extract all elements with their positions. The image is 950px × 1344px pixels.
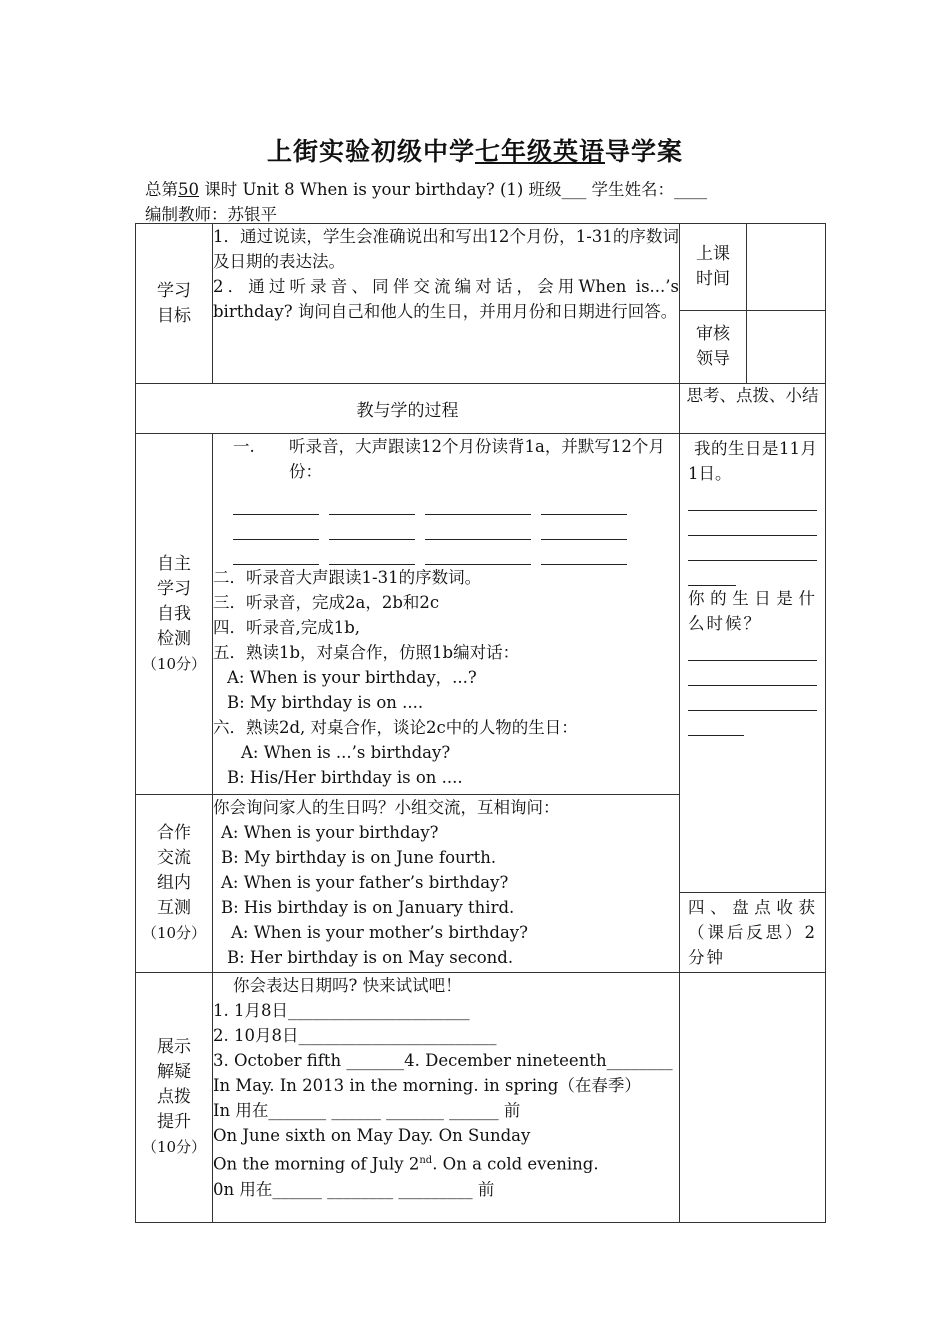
lesson-prefix: 总第 bbox=[145, 180, 178, 199]
item6-dialog-a: A: When is ...’s birthday? bbox=[241, 743, 451, 762]
review-label-2: 领导 bbox=[696, 349, 730, 369]
display-label bbox=[136, 973, 213, 1223]
goals-label-line1: 学习 bbox=[157, 280, 191, 301]
side-notes-cell bbox=[680, 434, 826, 973]
side-blank-6[interactable] bbox=[688, 661, 817, 686]
display-q1: 1. 1月8日______________________ bbox=[213, 1001, 470, 1020]
coop-line-1: A: When is your birthday? bbox=[221, 823, 439, 843]
self-study-item-1 bbox=[233, 434, 679, 484]
display-label-3: 点拨 bbox=[157, 1087, 191, 1107]
item5-dialog-b: B: My birthday is on .... bbox=[227, 693, 424, 712]
coop-label-1: 合作 bbox=[157, 823, 191, 843]
student-name-label: 学生姓名： bbox=[586, 180, 675, 199]
coop-line-3: A: When is your father’s birthday? bbox=[221, 873, 509, 893]
on-examples-2-post: . On a cold evening. bbox=[432, 1154, 599, 1174]
display-intro: 你会表达日期吗? 快来试试吧！ bbox=[233, 976, 462, 995]
goals-text bbox=[213, 224, 680, 384]
cooperation-label bbox=[136, 795, 213, 973]
on-examples-2-sup: nd bbox=[419, 1155, 433, 1166]
side-blank-3[interactable] bbox=[688, 536, 817, 561]
review-label-1: 审核 bbox=[696, 324, 730, 344]
self-study-content bbox=[213, 434, 680, 795]
display-score: （10分） bbox=[141, 1138, 207, 1156]
self-study-label-3: 自我 bbox=[157, 603, 191, 624]
self-study-label-2: 学习 bbox=[157, 578, 191, 599]
on-rule: 0n 用在______ ________ _________ 前 bbox=[213, 1179, 495, 1199]
cooperation-content bbox=[213, 795, 680, 973]
process-header-row bbox=[136, 384, 826, 434]
lesson-number: 50 bbox=[178, 180, 199, 199]
item1-number: 一. bbox=[233, 437, 255, 456]
side-notes-top bbox=[680, 434, 825, 892]
review-value[interactable] bbox=[747, 311, 826, 384]
title-doc-type: 导学案 bbox=[605, 137, 684, 166]
month-blanks-row-2[interactable] bbox=[233, 515, 679, 540]
title-school: 上街实验初级中学 bbox=[266, 137, 475, 166]
class-time-label-1: 上课 bbox=[696, 244, 730, 264]
side-blank-2[interactable] bbox=[688, 511, 817, 536]
coop-label-3: 组内 bbox=[157, 873, 191, 893]
self-study-label bbox=[136, 434, 213, 795]
self-study-label-1: 自主 bbox=[157, 553, 191, 574]
side-note-my-birthday: 我的生日是11月1日。 bbox=[688, 439, 817, 483]
title-grade-subject: 七年级英语 bbox=[474, 137, 605, 166]
side-blank-1[interactable] bbox=[688, 486, 817, 511]
coop-line-4: B: His birthday is on January third. bbox=[221, 898, 515, 918]
self-study-label-4: 检测 bbox=[157, 628, 191, 649]
coop-label-4: 互测 bbox=[157, 898, 191, 918]
on-examples-2 bbox=[213, 1148, 679, 1177]
side-blank-4[interactable] bbox=[688, 561, 736, 586]
month-blanks-row-3[interactable] bbox=[233, 540, 679, 565]
goals-content: 1．通过说读，学生会准确说出和写出12个月份，1-31的序数词及日期的表达法。 2．通过听录音、同伴交流编对话，会用When is...’s birthday? 询问自己和他人的生日，并用月份和日期进行回答。 bbox=[213, 227, 679, 321]
lesson-info-line bbox=[145, 176, 707, 200]
coop-label-2: 交流 bbox=[157, 848, 191, 868]
display-content bbox=[213, 973, 680, 1223]
goals-row bbox=[136, 224, 826, 311]
side-blank-5[interactable] bbox=[688, 636, 817, 661]
item6-dialog-b: B: His/Her birthday is on .... bbox=[227, 768, 463, 787]
review-label bbox=[680, 311, 747, 384]
side-note-your-birthday: 你的生日是什么时候？ bbox=[688, 589, 817, 633]
self-study-score: （10分） bbox=[141, 654, 207, 673]
class-time-value[interactable] bbox=[747, 224, 826, 311]
student-name-blank: ____ bbox=[674, 180, 708, 199]
self-study-item-5: 五．熟读1b，对桌合作，仿照1b编对话： bbox=[213, 643, 520, 662]
display-q2: 2. 10月8日________________________ bbox=[213, 1026, 497, 1045]
self-study-item-4: 四．听录音,完成1b, bbox=[213, 618, 361, 637]
display-side-notes[interactable] bbox=[680, 973, 826, 1223]
item5-dialog-a: A: When is your birthday，...? bbox=[227, 668, 477, 687]
coop-line-2: B: My birthday is on June fourth. bbox=[221, 848, 497, 868]
in-rule: In 用在_______ ______ _______ ______ 前 bbox=[213, 1101, 521, 1120]
class-time-label bbox=[680, 224, 747, 311]
month-blanks-row-1[interactable] bbox=[233, 490, 679, 515]
study-plan-table bbox=[135, 223, 826, 1223]
lesson-rest: 课时 Unit 8 When is your birthday? (1) 班级 bbox=[204, 180, 562, 199]
process-header: 教与学的过程 bbox=[136, 384, 680, 434]
coop-line-5: A: When is your mother’s birthday? bbox=[231, 923, 528, 943]
item1-text: 听录音，大声跟读12个月份读背1a，并默写12个月份： bbox=[289, 437, 665, 481]
class-blank: ___ bbox=[561, 180, 587, 199]
side-header: 思考、点拨、小结 bbox=[680, 384, 826, 434]
coop-score: （10分） bbox=[141, 924, 207, 942]
display-label-1: 展示 bbox=[157, 1037, 191, 1057]
self-study-item-2: 二．听录音大声跟读1-31的序数词。 bbox=[213, 568, 482, 587]
display-row bbox=[136, 973, 826, 1223]
self-study-item-6: 六．熟读2d, 对桌合作，谈论2c中的人物的生日： bbox=[213, 718, 578, 737]
goals-label-line2: 目标 bbox=[157, 305, 191, 326]
on-examples-2-pre: On the morning of July 2 bbox=[213, 1154, 420, 1174]
display-label-2: 解疑 bbox=[157, 1062, 191, 1082]
coop-line-6: B: Her birthday is on May second. bbox=[227, 948, 514, 968]
teacher-line: 编制教师：苏银平 bbox=[145, 205, 277, 224]
side-blank-8[interactable] bbox=[688, 711, 744, 736]
coop-intro: 你会询问家人的生日吗？小组交流，互相询问： bbox=[213, 798, 560, 818]
reflection-note: 四、盘点收获（课后反思）2分钟 bbox=[680, 892, 825, 972]
goals-label bbox=[136, 224, 213, 384]
page-title bbox=[0, 132, 950, 168]
display-label-4: 提升 bbox=[157, 1112, 191, 1132]
self-study-row bbox=[136, 434, 826, 795]
class-time-label-2: 时间 bbox=[696, 269, 730, 289]
side-blank-7[interactable] bbox=[688, 686, 817, 711]
in-examples: In May. In 2013 in the morning. in spring（在春季） bbox=[213, 1076, 641, 1095]
display-q3: 3. October fifth _______4. December nineteenth________ bbox=[213, 1051, 673, 1070]
on-examples-1: On June sixth on May Day. On Sunday bbox=[213, 1126, 531, 1145]
self-study-item-3: 三．听录音，完成2a，2b和2c bbox=[213, 593, 440, 612]
